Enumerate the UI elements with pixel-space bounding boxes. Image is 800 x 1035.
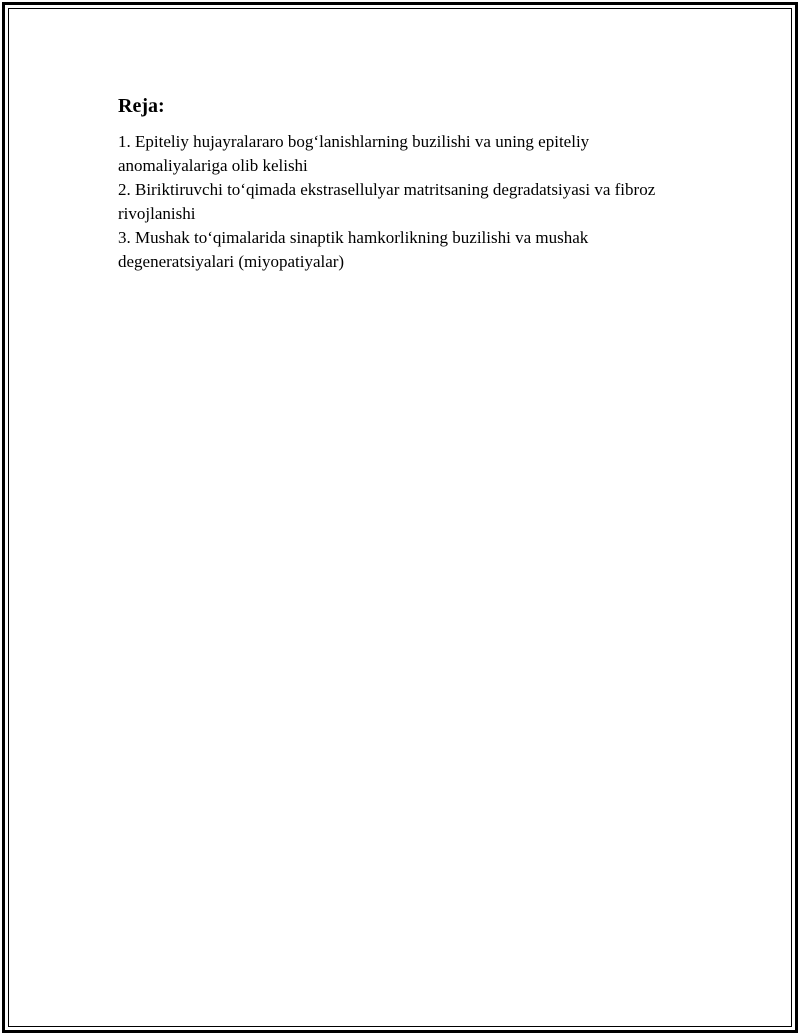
plan-item-3: 3. Mushak to‘qimalarida sinaptik hamkorlikning buzilishi va mushak degeneratsiyalari (miyopatiyalar) xyxy=(118,228,589,271)
plan-list xyxy=(118,130,678,274)
plan-item-1: 1. Epiteliy hujayralararo bog‘lanishlarning buzilishi va uning epiteliy anomaliyalariga olib kelishi xyxy=(118,132,590,175)
plan-item-2: 2. Biriktiruvchi to‘qimada ekstrasellulyar matritsaning degradatsiyasi va fibroz rivojlanishi xyxy=(118,180,656,223)
plan-title: Reja: xyxy=(118,95,165,117)
document-content xyxy=(118,92,678,274)
